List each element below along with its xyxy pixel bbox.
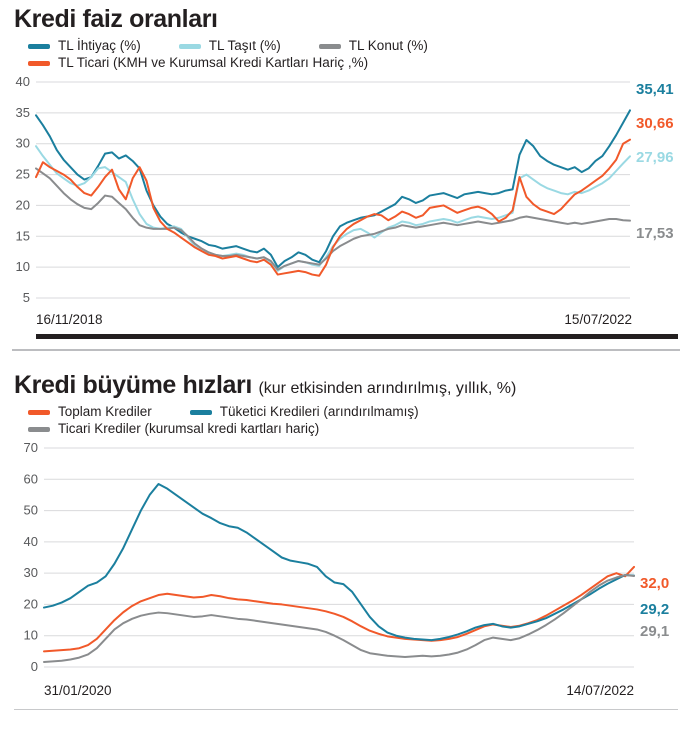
x-axis-end-date-top: 15/07/2022 xyxy=(564,312,632,327)
x-axis-start-date-bottom: 31/01/2020 xyxy=(44,683,112,698)
series-end-value-label: 30,66 xyxy=(636,115,674,132)
series-end-value-label: 29,1 xyxy=(640,623,670,640)
x-axis-start-date-top: 16/11/2018 xyxy=(36,312,103,327)
y-axis-tick-label: 0 xyxy=(30,659,38,674)
chart-legend-bottom xyxy=(0,400,692,438)
legend-swatch-tl-tasit xyxy=(179,44,201,49)
y-axis-tick-label: 25 xyxy=(15,166,30,182)
legend-label-tuketici-kredileri: Tüketici Kredileri (arındırılmamış) xyxy=(219,404,419,420)
legend-swatch-ticari-krediler xyxy=(28,427,50,432)
y-axis-tick-label: 30 xyxy=(15,135,30,151)
legend-item-tuketici-kredileri[interactable] xyxy=(190,404,419,421)
legend-item-tl-tasit[interactable] xyxy=(179,38,281,55)
y-axis-tick-label: 35 xyxy=(15,104,30,120)
chart-subtitle-2: (kur etkisinden arındırılmış, yıllık, %) xyxy=(258,380,517,397)
series-line-2 xyxy=(36,168,630,269)
series-end-value-label: 29,2 xyxy=(640,601,670,618)
chart-plot-area-top xyxy=(0,72,692,312)
chart-plot-area-bottom xyxy=(0,438,692,683)
legend-label-ticari-krediler: Ticari Krediler (kurumsal kredi kartları hariç) xyxy=(58,421,320,437)
legend-swatch-tl-ihtiyac xyxy=(28,44,50,49)
line-chart-bottom xyxy=(0,438,692,683)
series-end-value-label: 17,53 xyxy=(636,225,674,242)
legend-label-toplam-krediler: Toplam Krediler xyxy=(58,404,152,420)
series-end-value-label: 32,0 xyxy=(640,575,670,592)
axis-rule-bottom xyxy=(14,709,678,710)
y-axis-tick-label: 30 xyxy=(23,565,38,581)
chart-legend-top xyxy=(0,34,692,72)
legend-swatch-tuketici-kredileri xyxy=(190,410,212,415)
legend-swatch-toplam-krediler xyxy=(28,410,50,415)
y-axis-tick-label: 10 xyxy=(15,259,30,275)
y-axis-tick-label: 15 xyxy=(15,228,30,244)
legend-label-tl-tasit: TL Taşıt (%) xyxy=(208,38,281,54)
line-chart-top xyxy=(0,72,692,312)
legend-swatch-tl-ticari xyxy=(28,61,50,66)
y-axis-tick-label: 20 xyxy=(15,197,30,213)
chart-title: Kredi faiz oranları xyxy=(14,5,218,33)
x-axis-labels-top xyxy=(0,312,692,332)
legend-label-tl-ticari: TL Ticari (KMH ve Kurumsal Kredi Kartları Hariç ,%) xyxy=(58,55,369,71)
chart-panel-kredi-buyume-hizlari xyxy=(0,366,692,747)
legend-item-toplam-krediler[interactable] xyxy=(28,404,152,421)
y-axis-tick-label: 40 xyxy=(23,533,38,549)
y-axis-tick-label: 50 xyxy=(23,502,38,518)
chart-title-2: Kredi büyüme hızları xyxy=(14,371,252,399)
y-axis-tick-label: 20 xyxy=(23,596,38,612)
y-axis-tick-label: 60 xyxy=(23,471,38,487)
page-title-2 xyxy=(0,366,692,400)
legend-label-tl-ihtiyac: TL İhtiyaç (%) xyxy=(58,38,141,54)
legend-item-ticari-krediler[interactable] xyxy=(28,421,319,438)
y-axis-tick-label: 40 xyxy=(15,74,30,89)
y-axis-tick-label: 5 xyxy=(22,290,30,305)
series-line-0 xyxy=(36,110,630,267)
legend-item-tl-konut[interactable] xyxy=(319,38,428,55)
series-end-value-label: 35,41 xyxy=(636,81,674,98)
x-axis-end-date-bottom: 14/07/2022 xyxy=(566,683,634,698)
axis-rule-top xyxy=(36,334,678,339)
legend-item-tl-ticari[interactable] xyxy=(28,55,368,72)
page-title xyxy=(0,0,692,34)
y-axis-tick-label: 10 xyxy=(23,627,38,643)
chart-panel-kredi-faiz-oranlari xyxy=(0,0,692,366)
panel-divider xyxy=(12,349,680,351)
legend-item-tl-ihtiyac[interactable] xyxy=(28,38,141,55)
x-axis-labels-bottom xyxy=(0,683,692,703)
legend-swatch-tl-konut xyxy=(319,44,341,49)
legend-label-tl-konut: TL Konut (%) xyxy=(348,38,428,54)
y-axis-tick-label: 70 xyxy=(23,440,38,455)
series-end-value-label: 27,96 xyxy=(636,149,674,166)
